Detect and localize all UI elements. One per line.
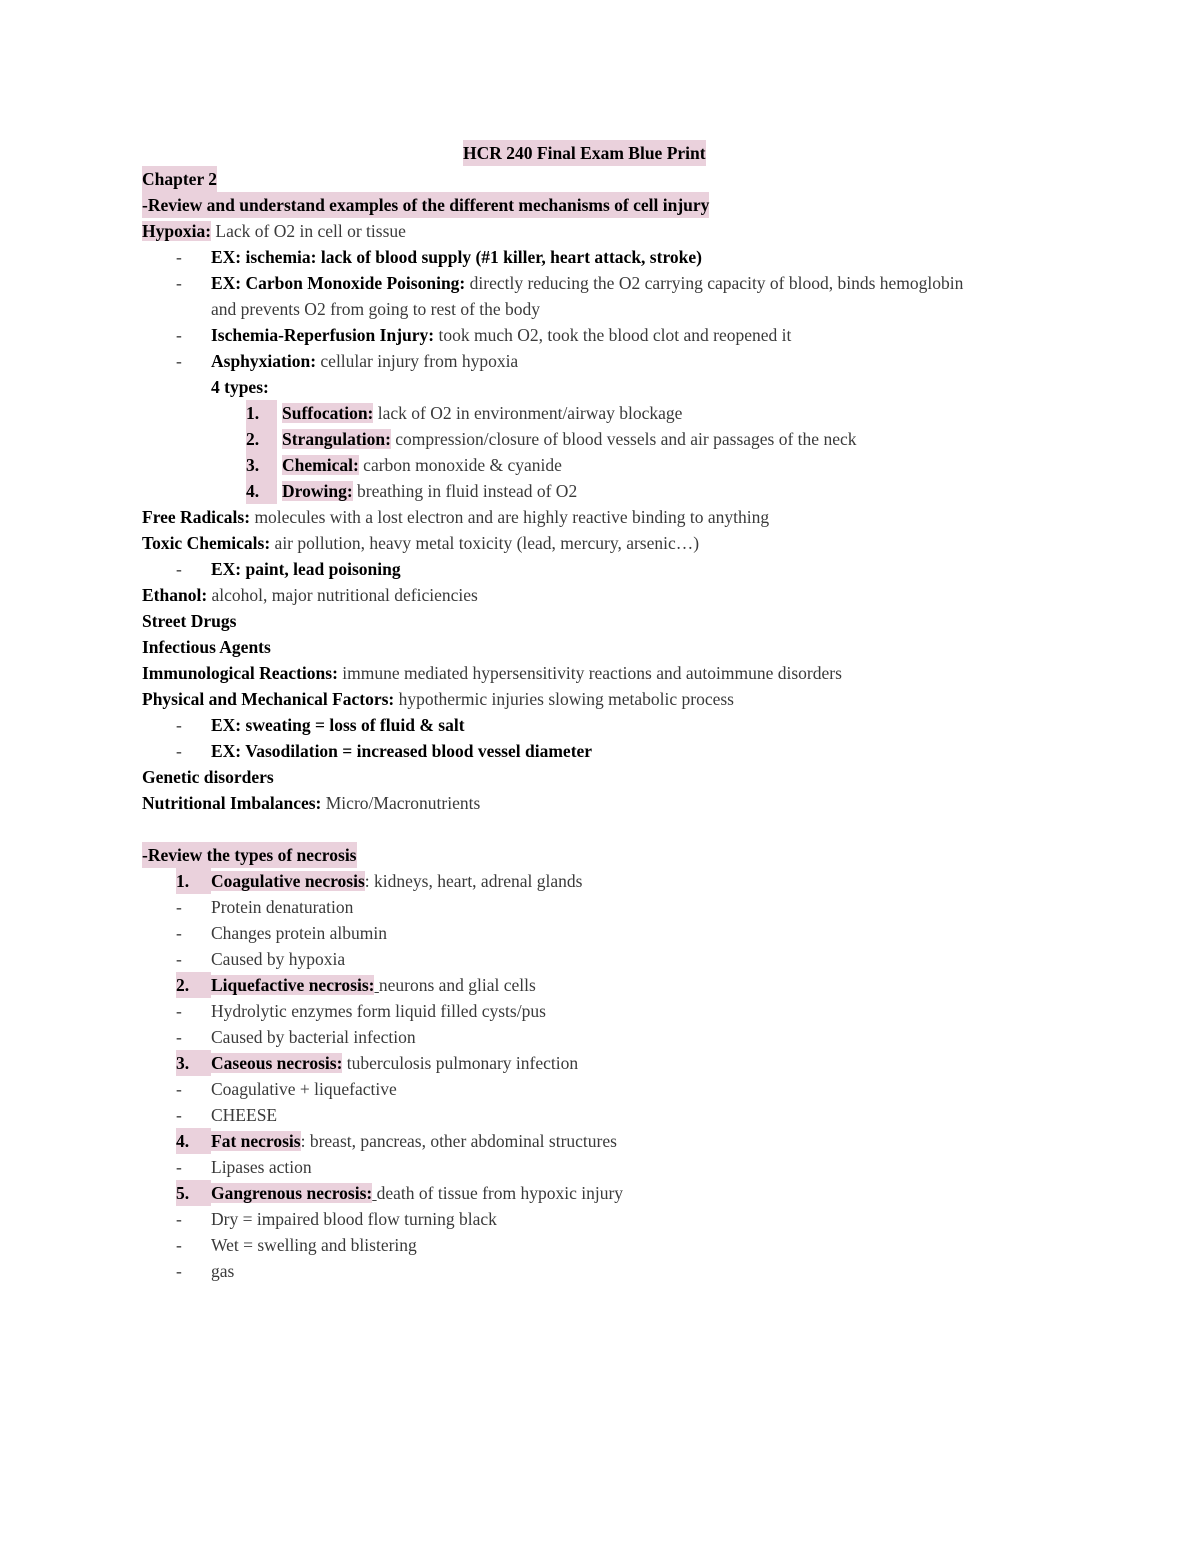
sub-bullet: gas [211, 1261, 235, 1281]
bullet-line: - Dry = impaired blood flow turning black [0, 1206, 1200, 1232]
necrosis-coagulative: Coagulative necrosis: kidneys, heart, adrenal glands [211, 871, 583, 891]
term-toxic-chemicals: Toxic Chemicals: air pollution, heavy metal toxicity (lead, mercury, arsenic…) [142, 533, 700, 553]
term-genetic: Genetic disorders [142, 767, 274, 787]
type-drowning: Drowing: breathing in fluid instead of O2 [282, 481, 578, 501]
necrosis-fat: Fat necrosis: breast, pancreas, other abdominal structures [211, 1131, 617, 1151]
type-suffocation: Suffocation: lack of O2 in environment/airway blockage [282, 403, 683, 423]
four-types-label: 4 types: [211, 377, 269, 397]
chapter-heading-line [0, 166, 1200, 192]
term-line [0, 686, 1200, 712]
sub-bullet: Hydrolytic enzymes form liquid filled cysts/pus [211, 1001, 546, 1021]
necrosis-caseous: Caseous necrosis: tuberculosis pulmonary infection [211, 1053, 579, 1073]
bullet-co-poisoning: EX: Carbon Monoxide Poisoning: directly reducing the O2 carrying capacity of blood, binds hemoglobin [211, 273, 964, 293]
sub-bullet: Coagulative + liquefactive [211, 1079, 397, 1099]
bullet-ischemia: EX: ischemia: lack of blood supply (#1 killer, heart attack, stroke) [211, 247, 702, 267]
sub-bullet: Lipases action [211, 1157, 312, 1177]
sub-bullet: Dry = impaired blood flow turning black [211, 1209, 497, 1229]
bullet-line: - gas [0, 1258, 1200, 1284]
term-ethanol: Ethanol: alcohol, major nutritional deficiencies [142, 585, 478, 605]
term-nutritional: Nutritional Imbalances: Micro/Macronutrients [142, 793, 481, 813]
sub-bullet: Wet = swelling and blistering [211, 1235, 417, 1255]
bullet-paint: EX: paint, lead poisoning [211, 559, 401, 579]
bullet-line: - Protein denaturation [0, 894, 1200, 920]
section-heading-necrosis: -Review the types of necrosis [142, 842, 357, 868]
sub-bullet: Protein denaturation [211, 897, 354, 917]
bullet-line: - Changes protein albumin [0, 920, 1200, 946]
bullet-asphyxiation: Asphyxiation: cellular injury from hypoxia [211, 351, 519, 371]
term-street-drugs: Street Drugs [142, 611, 237, 631]
bullet-line: - EX: sweating = loss of fluid & salt [0, 712, 1200, 738]
chapter-heading: Chapter 2 [142, 166, 217, 192]
sub-bullet: CHEESE [211, 1105, 278, 1125]
bullet-vasodilation: EX: Vasodilation = increased blood vessel diameter [211, 741, 593, 761]
type-chemical: Chemical: carbon monoxide & cyanide [282, 455, 562, 475]
type-strangulation: Strangulation: compression/closure of blood vessels and air passages of the neck [282, 429, 857, 449]
bullet-line: - EX: paint, lead poisoning [0, 556, 1200, 582]
term-infectious-agents: Infectious Agents [142, 637, 271, 657]
numbered-line: 2. Liquefactive necrosis: neurons and glial cells [0, 972, 1200, 998]
numbered-line: 2. Strangulation: compression/closure of blood vessels and air passages of the neck [0, 426, 1200, 452]
subheading-line [0, 374, 1200, 400]
term-line [0, 660, 1200, 686]
term-physical: Physical and Mechanical Factors: hypothermic injuries slowing metabolic process [142, 689, 734, 709]
sub-bullet: Caused by hypoxia [211, 949, 346, 969]
term-line [0, 764, 1200, 790]
term-line [0, 790, 1200, 816]
term-line [0, 582, 1200, 608]
page-title-line [0, 140, 1200, 166]
numbered-line: 3. Chemical: carbon monoxide & cyanide [0, 452, 1200, 478]
term-line [0, 608, 1200, 634]
section-heading-mechanisms: -Review and understand examples of the different mechanisms of cell injury [142, 192, 709, 218]
numbered-line: 1. Suffocation: lack of O2 in environment/airway blockage [0, 400, 1200, 426]
numbered-line: 4. Drowing: breathing in fluid instead of O2 [0, 478, 1200, 504]
bullet-line: - Lipases action [0, 1154, 1200, 1180]
bullet-line: - EX: Carbon Monoxide Poisoning: directly reducing the O2 carrying capacity of blood, binds hemoglobin [0, 270, 1200, 296]
term-hypoxia: Hypoxia: Lack of O2 in cell or tissue [142, 221, 406, 241]
bullet-line: - Wet = swelling and blistering [0, 1232, 1200, 1258]
section-heading-line [0, 842, 1200, 868]
term-immunological: Immunological Reactions: immune mediated hypersensitivity reactions and autoimmune disorders [142, 663, 842, 683]
bullet-reperfusion: Ischemia-Reperfusion Injury: took much O2, took the blood clot and reopened it [211, 325, 792, 345]
term-line [0, 218, 1200, 244]
bullet-line: - Hydrolytic enzymes form liquid filled cysts/pus [0, 998, 1200, 1024]
term-line [0, 504, 1200, 530]
bullet-line: - Coagulative + liquefactive [0, 1076, 1200, 1102]
bullet-line: - Caused by hypoxia [0, 946, 1200, 972]
bullet-continuation: and prevents O2 from going to rest of the body [211, 299, 541, 319]
term-line [0, 634, 1200, 660]
bullet-line: - Ischemia-Reperfusion Injury: took much O2, took the blood clot and reopened it [0, 322, 1200, 348]
bullet-line: - EX: Vasodilation = increased blood vessel diameter [0, 738, 1200, 764]
bullet-line: - Caused by bacterial infection [0, 1024, 1200, 1050]
section-heading-line [0, 192, 1200, 218]
bullet-line: - Asphyxiation: cellular injury from hypoxia [0, 348, 1200, 374]
term-free-radicals: Free Radicals: molecules with a lost electron and are highly reactive binding to anything [142, 507, 770, 527]
numbered-line: 4. Fat necrosis: breast, pancreas, other abdominal structures [0, 1128, 1200, 1154]
numbered-line: 5. Gangrenous necrosis: death of tissue from hypoxic injury [0, 1180, 1200, 1206]
bullet-line: - EX: ischemia: lack of blood supply (#1 killer, heart attack, stroke) [0, 244, 1200, 270]
necrosis-gangrenous: Gangrenous necrosis: death of tissue from hypoxic injury [211, 1183, 624, 1203]
sub-bullet: Changes protein albumin [211, 923, 387, 943]
bullet-sweating: EX: sweating = loss of fluid & salt [211, 715, 465, 735]
numbered-line: 1. Coagulative necrosis: kidneys, heart, adrenal glands [0, 868, 1200, 894]
page-title: HCR 240 Final Exam Blue Print [463, 140, 706, 166]
term-line [0, 530, 1200, 556]
numbered-line: 3. Caseous necrosis: tuberculosis pulmonary infection [0, 1050, 1200, 1076]
necrosis-liquefactive: Liquefactive necrosis: neurons and glial cells [211, 975, 536, 995]
bullet-line: - CHEESE [0, 1102, 1200, 1128]
sub-bullet: Caused by bacterial infection [211, 1027, 416, 1047]
